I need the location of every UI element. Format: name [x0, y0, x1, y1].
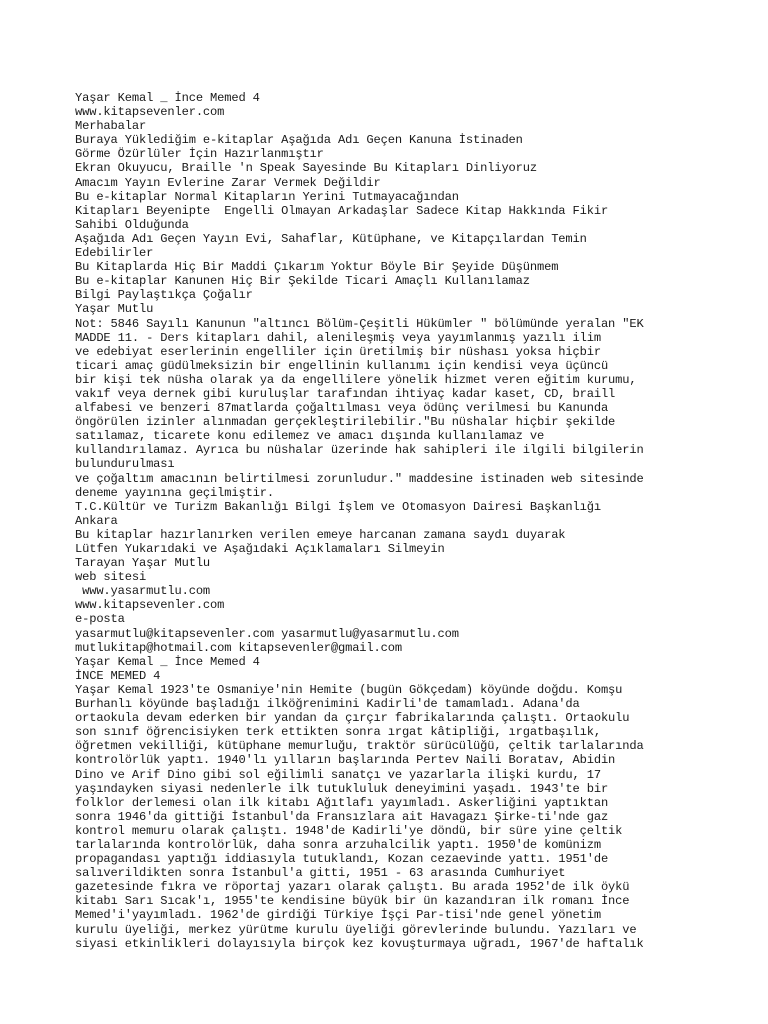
text-line: bulundurulması [75, 457, 175, 472]
text-line: satılamaz, ticarete konu edilemez ve amacı dışında kullanılamaz ve [75, 429, 545, 444]
text-line: propagandası yaptığı iddiasıyla tutuklandı, Kozan cezaevinde yattı. 1951'de [75, 852, 609, 867]
text-line: alfabesi ve benzeri 87matlarda çoğaltılması veya ödünç verilmesi bu Kanunda [75, 401, 609, 416]
text-line: kontrolörlük yaptı. 1940'lı yılların başlarında Pertev Naili Boratav, Abidin [75, 753, 616, 768]
text-line: ortaokula devam ederken bir yandan da çırçır fabrikalarında çalıştı. Ortaokulu [75, 711, 630, 726]
text-line: www.yasarmutlu.com [75, 584, 211, 599]
text-line: tarlalarında kontrolörlük, daha sonra arzuhalcilik yaptı. 1950'de komünizm [75, 837, 601, 852]
text-line: Tarayan Yaşar Mutlu [75, 556, 211, 571]
text-line: Ekran Okuyucu, Braille 'n Speak Sayesinde Bu Kitapları Dinliyoruz [75, 161, 537, 176]
text-line: Burhanlı köyünde başladığı ilköğrenimini Kadirli'de tamamladı. Adana'da [75, 697, 580, 712]
text-line: Bu e-kitaplar Kanunen Hiç Bir Şekilde Ticari Amaçlı Kullanılamaz [75, 274, 530, 289]
text-line: öngörülen izinler alınmadan gerçekleştirilebilir."Bu nüshalar hiçbir şekilde [75, 415, 616, 430]
text-line: kullandırılamaz. Ayrıca bu nüshalar üzerinde hak sahipleri ile ilgili bilgilerin [75, 443, 644, 458]
text-line: kitabı Sarı Sıcak'ı, 1955'te kendisine büyük bir ün kazandıran ilk romanı İnce [75, 894, 630, 909]
text-line: salıverildikten sonra İstanbul'a gitti, 1951 - 63 arasında Cumhuriyet [75, 866, 566, 881]
text-line: Buraya Yüklediğim e-kitaplar Aşağıda Adı Geçen Kanuna İstinaden [75, 133, 523, 148]
text-line: öğretmen vekilliği, kütüphane memurluğu, traktör sürücülüğü, çeltik tarlalarında [75, 739, 644, 754]
text-line: kontrol memuru olarak çalıştı. 1948'de Kadirli'ye döndü, bir süre yine çeltik [75, 823, 623, 838]
text-line: Yaşar Kemal 1923'te Osmaniye'nin Hemite (bugün Gökçedam) köyünde doğdu. Komşu [75, 682, 623, 697]
text-line: kurulu üyeliği, merkez yürütme kurulu üyeliği görevlerinde bulundu. Yazıları ve [75, 922, 637, 937]
text-line: Dino ve Arif Dino gibi sol eğilimli sanatçı ve yazarlarla ilişki kurdu, 17 [75, 767, 601, 782]
text-line: web sitesi [75, 570, 147, 585]
text-line: Aşağıda Adı Geçen Yayın Evi, Sahaflar, Kütüphane, ve Kitapçılardan Temin [75, 231, 587, 246]
text-line: MADDE 11. - Ders kitapları dahil, alenileşmiş veya yayımlanmış yazılı ilim [75, 330, 601, 345]
text-line: deneme yayınına geçilmiştir. [75, 485, 275, 500]
text-line: mutlukitap@hotmail.com kitapsevenler@gmail.com [75, 640, 402, 655]
text-line: ticari amaç güdülmeksizin bir engellinin kullanımı için kendisi veya üçüncü [75, 358, 609, 373]
text-line: ve çoğaltım amacının belirtilmesi zorunludur." maddesine istinaden web sitesinde [75, 471, 644, 486]
text-line: Lütfen Yukarıdaki ve Aşağıdaki Açıklamaları Silmeyin [75, 542, 445, 556]
text-line: sonra 1946'da gittiği İstanbul'da Fransızlara ait Havagazı Şirke-ti'nde gaz [75, 809, 609, 824]
text-line: Ankara [75, 513, 118, 528]
text-line: Kitapları Beyenipte Engelli Olmayan Arkadaşlar Sadece Kitap Hakkında Fikir [75, 203, 609, 218]
text-line: yaşındayken siyasi nedenlerle ilk tutukluluk deneyimini yaşadı. 1943'te bir [75, 781, 609, 796]
text-line: ve edebiyat eserlerinin engelliler için üretilmiş bir nüshası yoksa hiçbir [75, 344, 601, 359]
text-line: e-posta [75, 612, 125, 627]
document-text [75, 91, 705, 951]
text-line: Bu kitaplar hazırlanırken verilen emeye harcanan zamana saydı duyarak [75, 527, 566, 542]
text-line: Amacım Yayın Evlerine Zarar Vermek Değildir [75, 175, 381, 190]
text-line: Yaşar Kemal _ İnce Memed 4 [75, 654, 260, 669]
text-line: Edebilirler [75, 246, 154, 261]
text-line: son sınıf öğrencisiyken terk ettikten sonra ırgat kâtipliği, ırgatbaşılık, [75, 725, 601, 740]
text-line: Yaşar Mutlu [75, 302, 154, 317]
text-line: Bilgi Paylaştıkça Çoğalır [75, 288, 253, 303]
text-line: Görme Özürlüler İçin Hazırlanmıştır [75, 147, 324, 162]
text-line: Not: 5846 Sayılı Kanunun "altıncı Bölüm-Çeşitli Hükümler " bölümünde yeralan "EK [75, 316, 644, 331]
text-line: www.kitapsevenler.com [75, 598, 225, 613]
text-line: Merhabalar [75, 119, 147, 134]
text-line: www.kitapsevenler.com [75, 105, 225, 120]
text-line: Bu e-kitaplar Normal Kitapların Yerini Tutmayacağından [75, 189, 459, 204]
text-line: İNCE MEMED 4 [75, 668, 161, 683]
text-line: folklor derlemesi olan ilk kitabı Ağıtlafı yayımladı. Askerliğini yaptıktan [75, 795, 609, 810]
text-line: yasarmutlu@kitapsevenler.com yasarmutlu@yasarmutlu.com [75, 626, 459, 641]
text-line: Memed'i'yayımladı. 1962'de girdiği Türkiye İşçi Par-tisi'nde genel yönetim [75, 908, 601, 923]
text-line: Yaşar Kemal _ İnce Memed 4 [75, 91, 260, 105]
text-line: Sahibi Olduğunda [75, 217, 189, 232]
text-line: T.C.Kültür ve Turizm Bakanlığı Bilgi İşlem ve Otomasyon Dairesi Başkanlığı [75, 499, 601, 514]
text-line: gazetesinde fıkra ve röportaj yazarı olarak çalıştı. Bu arada 1952'de ilk öykü [75, 880, 630, 895]
text-line: bir kişi tek nüsha olarak ya da engellilere yönelik hizmet veren eğitim kurumu, [75, 372, 637, 387]
text-line: Bu Kitaplarda Hiç Bir Maddi Çıkarım Yoktur Böyle Bir Şeyide Düşünmem [75, 260, 559, 275]
text-line: vakıf veya dernek gibi kuruluşlar tarafından ihtiyaç kadar kaset, CD, braill [75, 386, 616, 401]
text-line: siyasi etkinlikleri dolayısıyla birçok kez kovuşturmaya uğradı, 1967'de haftalık [75, 936, 644, 951]
